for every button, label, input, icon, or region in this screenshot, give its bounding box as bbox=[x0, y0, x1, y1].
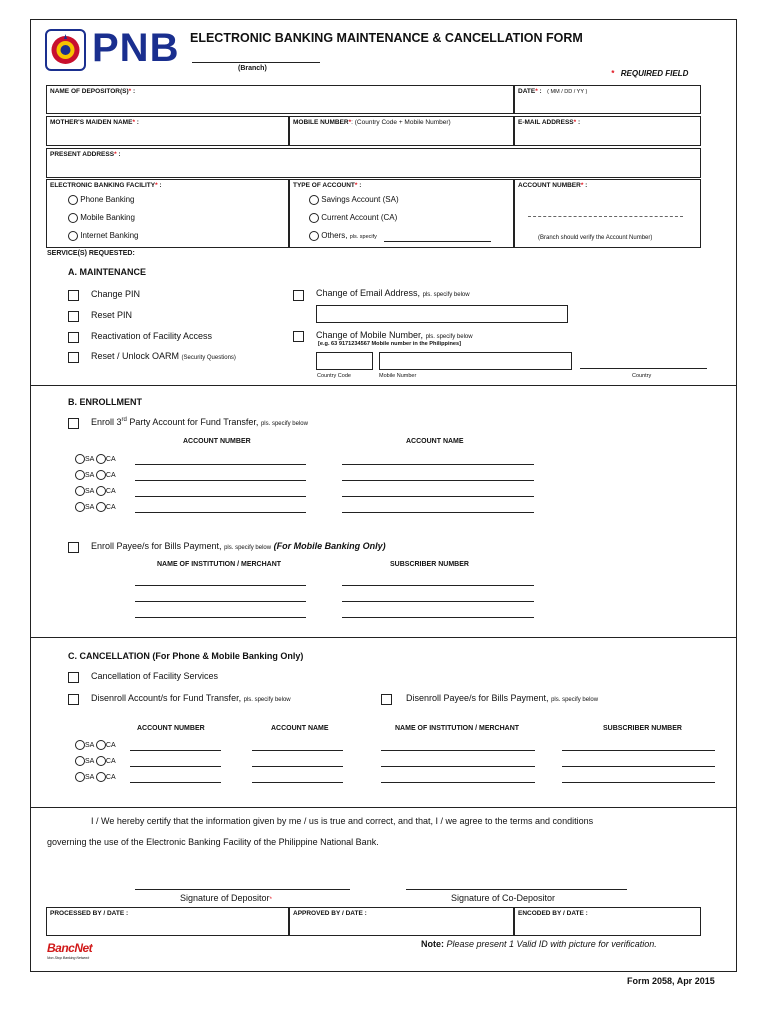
certification-line-1: I / We hereby certify that the information given by me / us is true and correct, and that, I / we agree to the terms and conditions bbox=[91, 816, 594, 826]
sa-label: SA bbox=[85, 471, 94, 479]
processed-by-field[interactable]: PROCESSED BY / DATE : bbox=[46, 907, 289, 936]
pnb-logo-icon bbox=[45, 29, 86, 71]
mobile-number-label: Mobile Number bbox=[379, 373, 417, 379]
form-number: Form 2058, Apr 2015 bbox=[627, 976, 715, 986]
account-type-others[interactable]: Others, pls. specify bbox=[309, 231, 377, 241]
facility-option-phone[interactable]: Phone Banking bbox=[68, 195, 135, 205]
radio-icon[interactable] bbox=[309, 231, 319, 241]
facility-field: ELECTRONIC BANKING FACILITY* : bbox=[46, 179, 289, 248]
change-pin-checkbox[interactable] bbox=[68, 290, 79, 301]
mobile-example: [e.g. 63 9171234567 Mobile number in the Philippines] bbox=[318, 341, 461, 347]
payee-subscriber-line-1[interactable] bbox=[342, 585, 534, 586]
enroll-account-name-line[interactable] bbox=[342, 496, 534, 497]
country-line[interactable] bbox=[580, 368, 707, 369]
radio-icon[interactable] bbox=[96, 502, 106, 512]
reset-oarm-checkbox[interactable] bbox=[68, 352, 79, 363]
radio-icon[interactable] bbox=[75, 454, 85, 464]
sa-ca-radio-pair[interactable] bbox=[75, 756, 116, 766]
section-divider-b bbox=[30, 385, 737, 386]
branch-line[interactable] bbox=[192, 62, 320, 63]
change-mobile-checkbox[interactable] bbox=[293, 331, 304, 342]
reset-oarm-label: Reset / Unlock OARM (Security Questions) bbox=[91, 351, 236, 361]
radio-icon[interactable] bbox=[68, 231, 78, 241]
radio-icon[interactable] bbox=[96, 470, 106, 480]
col-institution: NAME OF INSTITUTION / MERCHANT bbox=[157, 561, 282, 568]
branch-verify-note: (Branch should verify the Account Number) bbox=[538, 235, 653, 241]
cancel-account-number-line[interactable] bbox=[130, 782, 221, 783]
mobile-number-field[interactable]: MOBILE NUMBER*: (Country Code + Mobile Number) bbox=[289, 116, 514, 146]
cancellation-title: C. CANCELLATION (For Phone & Mobile Banking Only) bbox=[68, 651, 304, 661]
email-field[interactable]: E-MAIL ADDRESS* : bbox=[514, 116, 701, 146]
enroll-3rd-party-checkbox[interactable] bbox=[68, 418, 79, 429]
enroll-account-name-line[interactable] bbox=[342, 480, 534, 481]
disenroll-payees-label: Disenroll Payee/s for Bills Payment, pls. specify below bbox=[406, 693, 599, 703]
sa-ca-radio-pair[interactable] bbox=[75, 502, 116, 512]
payee-institution-line-3[interactable] bbox=[135, 617, 306, 618]
required-note: * REQUIRED FIELD bbox=[611, 69, 689, 78]
ca-label: CA bbox=[105, 741, 116, 749]
c-col-subscriber: SUBSCRIBER NUMBER bbox=[603, 725, 682, 732]
account-number-dashes[interactable] bbox=[528, 216, 683, 217]
ca-label: CA bbox=[105, 503, 116, 511]
country-label: Country bbox=[632, 373, 652, 379]
sa-ca-radio-pair[interactable] bbox=[75, 486, 116, 496]
account-type-field: TYPE OF ACCOUNT* : bbox=[289, 179, 514, 248]
radio-icon[interactable] bbox=[96, 454, 106, 464]
cancel-institution-line[interactable] bbox=[381, 750, 535, 751]
enroll-account-number-line[interactable] bbox=[135, 480, 306, 481]
radio-icon[interactable] bbox=[309, 195, 319, 205]
services-label: SERVICE(S) REQUESTED: bbox=[47, 250, 135, 257]
sa-label: SA bbox=[85, 757, 94, 765]
reactivation-checkbox[interactable] bbox=[68, 332, 79, 343]
encoded-by-field[interactable]: ENCODED BY / DATE : bbox=[514, 907, 701, 936]
c-col-institution: NAME OF INSTITUTION / MERCHANT bbox=[395, 725, 520, 732]
maintenance-title: A. MAINTENANCE bbox=[68, 267, 146, 277]
enroll-payee-checkbox[interactable] bbox=[68, 542, 79, 553]
payee-subscriber-line-3[interactable] bbox=[342, 617, 534, 618]
sa-ca-radio-pair[interactable] bbox=[75, 454, 116, 464]
country-code-box[interactable] bbox=[316, 352, 373, 370]
maiden-name-field[interactable]: MOTHER'S MAIDEN NAME* : bbox=[46, 116, 289, 146]
c-col-account-number: ACCOUNT NUMBER bbox=[137, 725, 205, 732]
radio-icon[interactable] bbox=[96, 486, 106, 496]
radio-icon[interactable] bbox=[75, 486, 85, 496]
enroll-3rd-party-label: Enroll 3rd Party Account for Fund Transfer, pls. specify below bbox=[91, 417, 308, 427]
facility-option-internet[interactable]: Internet Banking bbox=[68, 231, 139, 241]
enroll-account-name-line[interactable] bbox=[342, 464, 534, 465]
sa-ca-radio-pair[interactable] bbox=[75, 740, 116, 750]
email-input-box[interactable] bbox=[316, 305, 568, 323]
col-account-number: ACCOUNT NUMBER bbox=[183, 438, 251, 445]
sa-label: SA bbox=[85, 503, 94, 511]
col-account-name: ACCOUNT NAME bbox=[406, 438, 464, 445]
pnb-logo-text: PNB bbox=[92, 26, 180, 70]
ca-label: CA bbox=[105, 757, 116, 765]
cancel-institution-line[interactable] bbox=[381, 782, 535, 783]
date-field[interactable]: DATE* : ( MM / DD / YY ) bbox=[514, 85, 701, 114]
sig-depositor-line[interactable] bbox=[135, 889, 350, 890]
payee-subscriber-line-2[interactable] bbox=[342, 601, 534, 602]
cancel-facility-checkbox[interactable] bbox=[68, 672, 79, 683]
sa-label: SA bbox=[85, 773, 94, 781]
disenroll-payees-checkbox[interactable] bbox=[381, 694, 392, 705]
bancnet-tagline: Non-Stop Banking Network bbox=[47, 956, 90, 960]
ca-label: CA bbox=[105, 487, 116, 495]
cancel-account-number-line[interactable] bbox=[130, 766, 221, 767]
reactivation-label: Reactivation of Facility Access bbox=[91, 331, 213, 341]
radio-icon[interactable] bbox=[75, 756, 85, 766]
form-title: ELECTRONIC BANKING MAINTENANCE & CANCELLATION FORM bbox=[190, 31, 583, 45]
account-number-field[interactable]: ACCOUNT NUMBER* : bbox=[514, 179, 701, 248]
branch-label: (Branch) bbox=[238, 65, 267, 72]
radio-icon[interactable] bbox=[309, 213, 319, 223]
radio-icon[interactable] bbox=[96, 756, 106, 766]
radio-icon[interactable] bbox=[96, 772, 106, 782]
depositor-name-field[interactable]: NAME OF DEPOSITOR(S)* : bbox=[46, 85, 514, 114]
section-divider-c bbox=[30, 637, 737, 638]
change-pin-label: Change PIN bbox=[91, 289, 141, 299]
change-mobile-label: Change of Mobile Number, pls. specify below bbox=[316, 330, 473, 340]
sig-codepositor-label: Signature of Co-Depositor bbox=[451, 893, 556, 903]
account-type-sa[interactable]: Savings Account (SA) bbox=[309, 195, 399, 205]
ca-label: CA bbox=[105, 455, 116, 463]
disenroll-accounts-checkbox[interactable] bbox=[68, 694, 79, 705]
sig-codepositor-line[interactable] bbox=[406, 889, 627, 890]
payee-institution-line-1[interactable] bbox=[135, 585, 306, 586]
change-email-label: Change of Email Address, pls. specify below bbox=[316, 288, 470, 298]
others-specify-line[interactable] bbox=[384, 241, 491, 242]
radio-icon[interactable] bbox=[75, 772, 85, 782]
enrollment-title: B. ENROLLMENT bbox=[68, 397, 142, 407]
col-subscriber: SUBSCRIBER NUMBER bbox=[390, 561, 469, 568]
sa-ca-radio-pair[interactable] bbox=[75, 470, 116, 480]
cancel-subscriber-line[interactable] bbox=[562, 766, 715, 767]
sa-ca-radio-pair[interactable] bbox=[75, 772, 116, 782]
cancel-subscriber-line[interactable] bbox=[562, 750, 715, 751]
radio-icon[interactable] bbox=[68, 195, 78, 205]
enroll-account-number-line[interactable] bbox=[135, 464, 306, 465]
enroll-account-number-line[interactable] bbox=[135, 496, 306, 497]
cancel-account-name-line[interactable] bbox=[252, 766, 343, 767]
c-col-account-name: ACCOUNT NAME bbox=[271, 725, 329, 732]
reset-pin-label: Reset PIN bbox=[91, 310, 133, 320]
cancel-subscriber-line[interactable] bbox=[562, 782, 715, 783]
radio-icon[interactable] bbox=[75, 470, 85, 480]
section-divider-cert bbox=[30, 807, 737, 808]
change-email-checkbox[interactable] bbox=[293, 290, 304, 301]
cancel-account-name-line[interactable] bbox=[252, 782, 343, 783]
bancnet-logo: BancNet bbox=[47, 941, 93, 955]
radio-icon[interactable] bbox=[68, 213, 78, 223]
sa-label: SA bbox=[85, 741, 94, 749]
cancel-account-number-line[interactable] bbox=[130, 750, 221, 751]
note: Note: Please present 1 Valid ID with picture for verification. bbox=[421, 939, 657, 949]
mobile-number-box[interactable] bbox=[379, 352, 572, 370]
approved-by-field[interactable]: APPROVED BY / DATE : bbox=[289, 907, 514, 936]
country-code-label: Country Code bbox=[317, 373, 351, 379]
reset-pin-checkbox[interactable] bbox=[68, 311, 79, 322]
enroll-payee-label: Enroll Payee/s for Bills Payment, pls. specify below (For Mobile Banking Only) bbox=[91, 541, 386, 551]
sa-label: SA bbox=[85, 455, 94, 463]
cancel-facility-label: Cancellation of Facility Services bbox=[91, 671, 219, 681]
address-field[interactable]: PRESENT ADDRESS* : bbox=[46, 148, 701, 178]
sa-label: SA bbox=[85, 487, 94, 495]
radio-icon[interactable] bbox=[96, 740, 106, 750]
account-type-ca[interactable]: Current Account (CA) bbox=[309, 213, 397, 223]
certification-line-2: governing the use of the Electronic Banking Facility of the Philippine National Bank. bbox=[47, 837, 379, 847]
ca-label: CA bbox=[105, 471, 116, 479]
disenroll-accounts-label: Disenroll Account/s for Fund Transfer, pls. specify below bbox=[91, 693, 291, 703]
sig-depositor-label: Signature of Depositor* bbox=[180, 893, 272, 903]
radio-icon[interactable] bbox=[75, 502, 85, 512]
enroll-account-number-line[interactable] bbox=[135, 512, 306, 513]
radio-icon[interactable] bbox=[75, 740, 85, 750]
facility-option-mobile[interactable]: Mobile Banking bbox=[68, 213, 135, 223]
ca-label: CA bbox=[105, 773, 116, 781]
cancel-institution-line[interactable] bbox=[381, 766, 535, 767]
payee-institution-line-2[interactable] bbox=[135, 601, 306, 602]
enroll-account-name-line[interactable] bbox=[342, 512, 534, 513]
cancel-account-name-line[interactable] bbox=[252, 750, 343, 751]
